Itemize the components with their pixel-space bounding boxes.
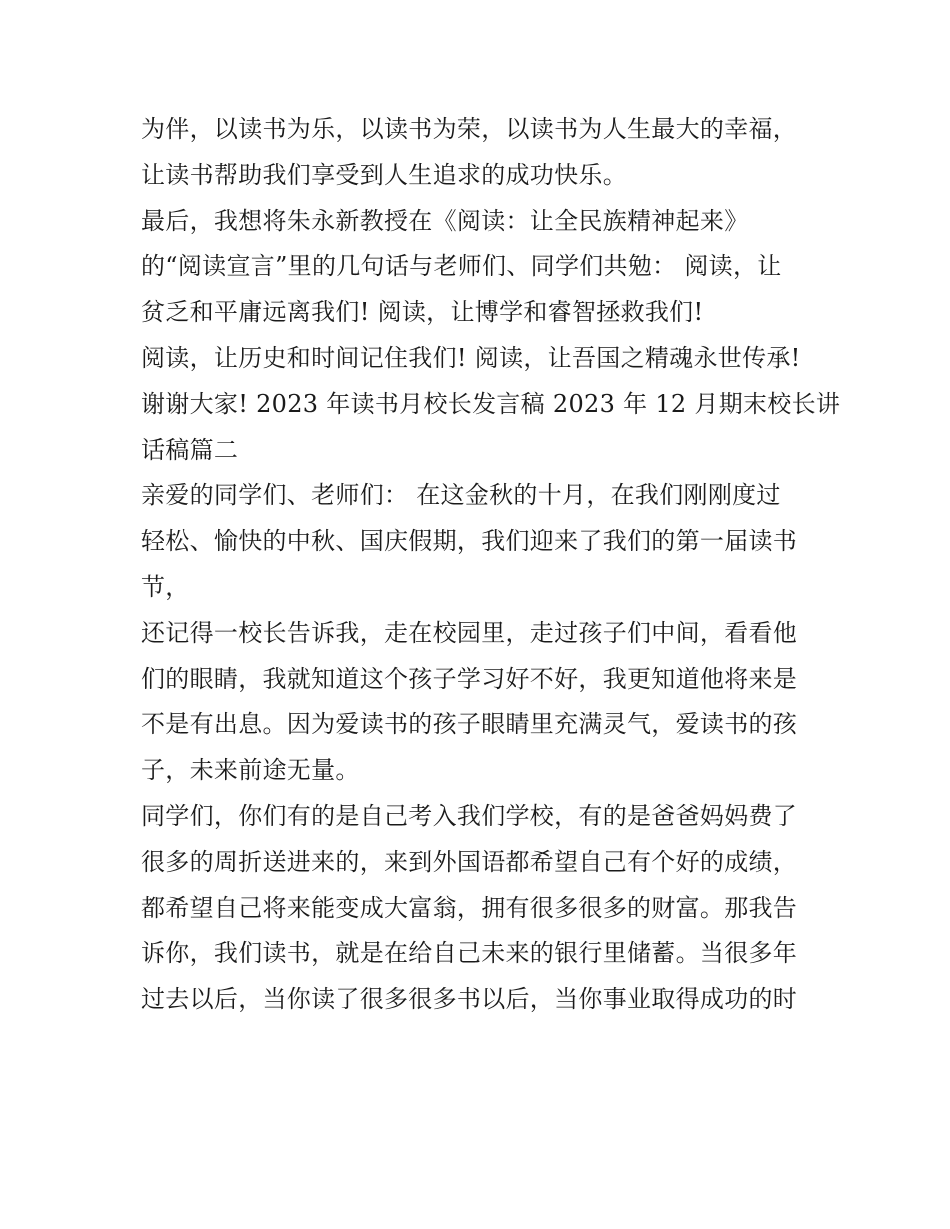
text-line: 们的眼睛，我就知道这个孩子学习好不好，我更知道他将来是: [141, 664, 798, 693]
text-line: 谢谢大家! 2023 年读书月校长发言稿 2023 年 12 月期末校长讲: [141, 389, 841, 418]
text-line: 都希望自己将来能变成大富翁，拥有很多很多的财富。那我告: [141, 893, 798, 922]
text-line: 为伴，以读书为乐，以读书为荣，以读书为人生最大的幸福，: [141, 115, 798, 143]
text-line: 贫乏和平庸远离我们! 阅读，让博学和睿智拯救我们!: [141, 298, 704, 327]
text-line: 亲爱的同学们、老师们： 在这金秋的十月，在我们刚刚度过: [141, 481, 781, 510]
document-body: [141, 107, 841, 1023]
text-line: 最后，我想将朱永新教授在《阅读：让全民族精神起来》: [141, 206, 749, 235]
text-line: 同学们，你们有的是自己考入我们学校，有的是爸爸妈妈费了: [141, 801, 798, 830]
text-line: 轻松、愉快的中秋、国庆假期，我们迎来了我们的第一届读书: [141, 527, 798, 556]
text-line: 让读书帮助我们享受到人生追求的成功快乐。: [141, 160, 627, 189]
text-line: 很多的周折送进来的，来到外国语都希望自己有个好的成绩，: [141, 847, 798, 876]
text-line: 不是有出息。因为爱读书的孩子眼睛里充满灵气，爱读书的孩: [141, 710, 798, 739]
text-line: 子，未来前途无量。: [141, 756, 360, 785]
text-line: 诉你，我们读书，就是在给自己未来的银行里储蓄。当很多年: [141, 939, 798, 968]
text-line: 节，: [141, 572, 190, 601]
text-line: 话稿篇二: [141, 435, 239, 464]
text-line: 的“阅读宣言”里的几句话与老师们、同学们共勉： 阅读，让: [141, 252, 782, 281]
text-line: 还记得一校长告诉我，走在校园里，走过孩子们中间，看看他: [141, 618, 798, 647]
text-line: 阅读，让历史和时间记住我们! 阅读，让吾国之精魂永世传承!: [141, 343, 801, 372]
text-line: 过去以后，当你读了很多很多书以后，当你事业取得成功的时: [141, 985, 798, 1014]
